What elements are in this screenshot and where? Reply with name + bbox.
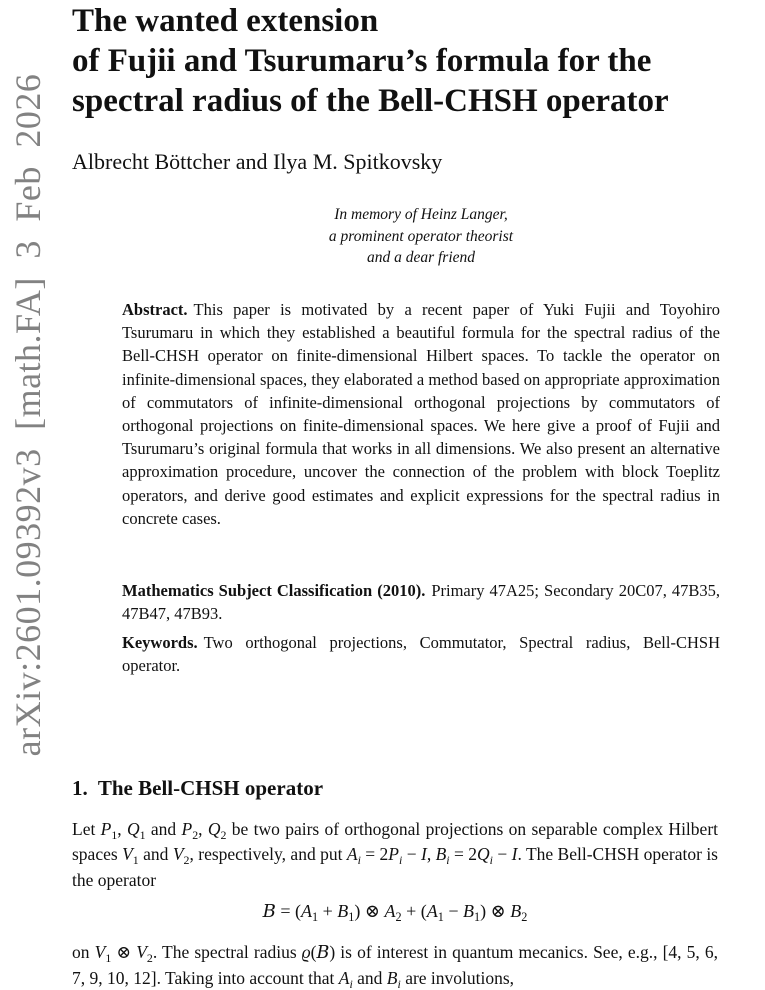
- title-line: of Fujii and Tsurumaru’s formula for the: [72, 43, 652, 79]
- abstract: [122, 298, 720, 530]
- arxiv-watermark: arXiv:2601.09392v3 [math.FA] 3 Feb 2026: [8, 73, 48, 757]
- msc: [122, 579, 720, 625]
- msc-text: Primary 47A25; Secondary 20C07, 47B35, 47B47, 47B93.: [122, 581, 720, 624]
- section-heading: 1. The Bell-CHSH operator: [72, 776, 324, 800]
- keywords-label: Keywords.: [122, 633, 198, 652]
- dedication: [122, 204, 720, 269]
- abstract-label: Abstract.: [122, 300, 188, 319]
- dedication-line: a prominent operator theorist: [328, 227, 514, 245]
- authors: Albrecht Böttcher and Ilya M. Spitkovsky: [72, 149, 443, 174]
- msc-label: Mathematics Subject Classification (2010).: [122, 581, 426, 600]
- paper-title: [72, 1, 765, 121]
- paragraph-1: Let $P_1$, $Q_1$ and $P_2$, $Q_2$ be two pairs of orthogonal projections on separable complex Hilbert spaces $V_1$ and $V_2$, respectively, and put $A_i = 2P_i - I$, $B_i = 2Q_i - I$. The Bell-CHSH operator is the operator: [72, 819, 719, 890]
- title-line: spectral radius of the Bell-CHSH operator: [72, 83, 669, 119]
- keywords: [122, 631, 720, 677]
- title-line: The wanted extension: [72, 3, 379, 39]
- abstract-text: This paper is motivated by a recent paper of Yuki Fujii and Toyohiro Tsurumaru in which they established a beautiful formula for the spectral radius of the Bell-CHSH operator on finite-dimensional Hilbert spaces. To tackle the operator on infinite-dimensional spaces, they elaborated a method based on appropriate approximation of commutators of infinite-dimensional orthogonal projections by commutators of orthogonal projections on finite-dimensional spaces. We here give a proof of Fujii and Tsurumaru’s original formula that works in all dimensions. We also present an alternative approximation procedure, uncover the connection of the problem with block Toeplitz operators, and derive good estimates and explicit expressions for the spectral radius in concrete cases.: [122, 300, 720, 528]
- paragraph-2: on $V_1$ ⊗ $V_2$. The spectral radius ϱ(B) is of interest in quantum mecanics. See, e.g., [4, 5, 6, 7, 9, 10, 12]. Taking into account that $A_i$ and $B_i$ are involutions,: [72, 942, 719, 990]
- display-formula: $B = (A_1 + B_1)$ ⊗ $A_2 + (A_1 - B_1)$ ⊗ $B_2$: [262, 901, 528, 924]
- dedication-line: and a dear friend: [366, 249, 476, 266]
- keywords-text: Two orthogonal projections, Commutator, Spectral radius, Bell-CHSH operator.: [122, 633, 720, 676]
- dedication-line: In memory of Heinz Langer,: [334, 206, 508, 223]
